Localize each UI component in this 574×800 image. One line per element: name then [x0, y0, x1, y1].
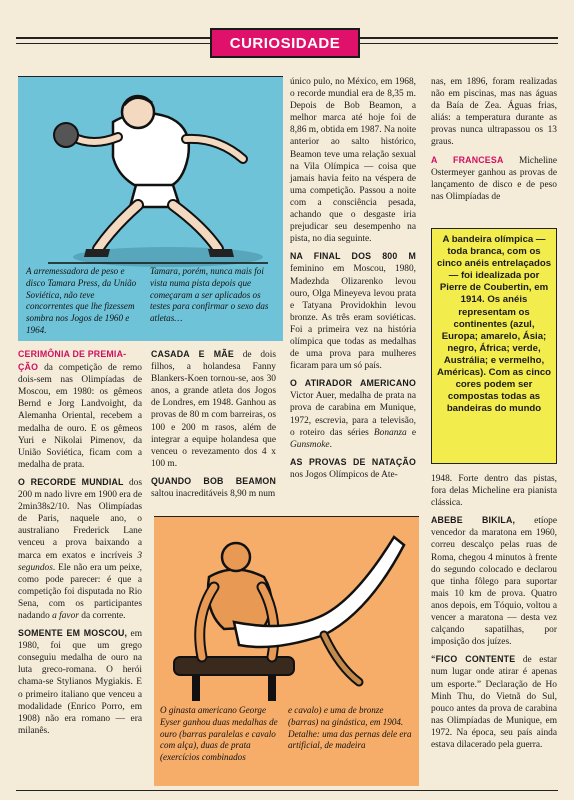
- article-somente-moscou: SOMENTE EM MOSCOU, em 1980, foi que um grego conseguiu medalha de ouro na luta greco-romana. O herói chama-se Stylianos Mygiakis. E o primeiro italiano que venceu a modalidade (Enrico Porro, em 1908) não era romano — era milanês.: [18, 628, 142, 736]
- column-1: [18, 348, 142, 742]
- article-atenas-cont: nas, em 1896, foram realizadas não em piscinas, mas nas águas da Baía de Zea. Águas frias, aliás: a temperatura durante as provas nunca ultrapassou os 13 graus.: [431, 77, 557, 148]
- article-abebe-bikila: ABEBE BIKILA, etíope vencedor da maratona em 1960, correu descalço pelas ruas de Roma, chegou 4 minutos à frente do segundo colocado e declarou que tinha fôlego para suportar mais 10 km de prova. Quatro anos depois, em Tóquio, voltou a vencer a maratona — desta vez calçando sapatilhas, por imposição dos juízes.: [431, 515, 557, 648]
- section-title: CURIOSIDADE: [229, 34, 341, 52]
- column-3: [290, 76, 416, 486]
- article-recorde-mundial: O RECORDE MUNDIAL dos 200 m nado livre em 1900 era de 2min38s2/10. Nas Olimpíadas de Paris, naquele ano, o australiano Frederick Lane venceu a prova baixando a marca em exatos e incríveis 3 segundos. Ele não era um peixe, como pode parecer: é que a competição foi disputada no Rio Sena, com os participantes nadando a favor da corrente.: [18, 476, 142, 621]
- article-final-800m: NA FINAL DOS 800 M feminino em Moscou, 1980, Madezhda Olizarenko levou ouro, Olga Mineyeva levou prata e Tatyana Providokhin levou bronze. As três eram soviéticas. Foi a primeira vez na história olímpica que todas as medalhas de uma prova para mulheres ficaram para um só país.: [290, 251, 416, 372]
- column-4-top: [431, 76, 557, 208]
- article-fico-contente: “FICO CONTENTE de estar num lugar onde atirar é apenas um esporte.” Declaração de Ho Minh Thu, do Vietnã do Sul, pouco antes da prova de carabina nas Olimpíadas de Munique, em 1972. Na época, seu país ainda estava dilacerado pela guerra.: [431, 654, 557, 750]
- caption-tamara-right: Tamara, porém, nunca mais foi vista numa pista depois que começaram a ser aplicados os testes para confirmar o sexo das atletas…: [150, 266, 269, 324]
- article-micheline-cont: 1948. Forte dentro das pistas, fora delas Micheline era pianista clássica.: [431, 474, 557, 509]
- section-banner: [210, 28, 360, 58]
- article-beamon-cont: único pulo, no México, em 1968, o recorde mundial era de 8,35 m. Depois de Bob Beamon, a melhor marca até hoje foi de 8,86 m, obtida em 1987. Na noite anterior ao salto histórico, Beamon teve uma relação sexual na Vila Olímpica — coisa que jamais havia feito na véspera de uma competição. Passou a noite com a consciência pesada, achando que o desgaste iria prejudicar seu desempenho na pista, no dia seguinte.: [290, 77, 416, 245]
- article-cerimonia: CERIMÔNIA DE PREMIA- ÇÃO da competição de remo dois-sem nas Olimpíadas de Moscou, em 1980: os gêmeos Bernd e Jorg Landvoight, da Alemanha Oriental, recebem a medalha de ouro. E os gêmeos Yuri e Nikolai Pimenov, da União Soviética, ficam com a medalha de prata.: [18, 349, 142, 470]
- article-casada-mae: CASADA E MÃE de dois filhos, a holandesa Fanny Blankers-Koen tornou-se, aos 30 anos, a grande atleta dos Jogos de Londres, em 1948. Ganhou as provas de 80 m com barreiras, os 100 e 200 m rasos, além de integrar a equipe holandesa que venceu o revezamento dos 4 x 100 m.: [151, 349, 276, 469]
- column-4-bottom: [431, 473, 557, 756]
- article-bob-beamon: QUANDO BOB BEAMON saltou inacreditáveis 8,90 m num: [151, 475, 276, 500]
- article-francesa: A FRANCESA Micheline Ostermeyer ganhou as provas de lançamento de disco e de peso nas Olimpíadas de: [431, 154, 558, 202]
- footer-rule: [16, 790, 558, 791]
- caption-eyser-right: e cavalo) e uma de bronze (barras) na ginástica, em 1904. Detalhe: uma das pernas dele era artificial, de madeira: [288, 705, 412, 751]
- olympic-flag-box: A bandeira olímpica — toda branca, com os cinco anéis entrelaçados — foi idealizada por Pierre de Coubertin, em 1914. Os anéis representam os continentes (azul, Europa; amarelo, Ásia; negro, África; verde, Austrália; e vermelho, Américas). Com as cinco cores podem ser compostas todas as bandeiras do mundo: [431, 228, 557, 464]
- article-natacao: AS PROVAS DE NATAÇÃO nos Jogos Olímpicos de Ate-: [290, 456, 416, 480]
- column-2: [151, 348, 276, 505]
- article-atirador: O ATIRADOR AMERICANO Victor Auer, medalha de prata na prova de carabina em Munique, 1972, escrevia, para a televisão, o roteiro das séries Bonanza e Gunsmoke.: [290, 378, 416, 450]
- caption-tamara-left: A arremessadora de peso e disco Tamara Press, da União Soviética, não teve concorrentes que lhe fizessem sombra nos Jogos de 1960 e 1964.: [26, 266, 137, 335]
- caption-eyser-left: O ginasta americano George Eyser ganhou duas medalhas de ouro (barras paralelas e cavalo com alça), duas de prata (exercícios combinados: [160, 705, 278, 763]
